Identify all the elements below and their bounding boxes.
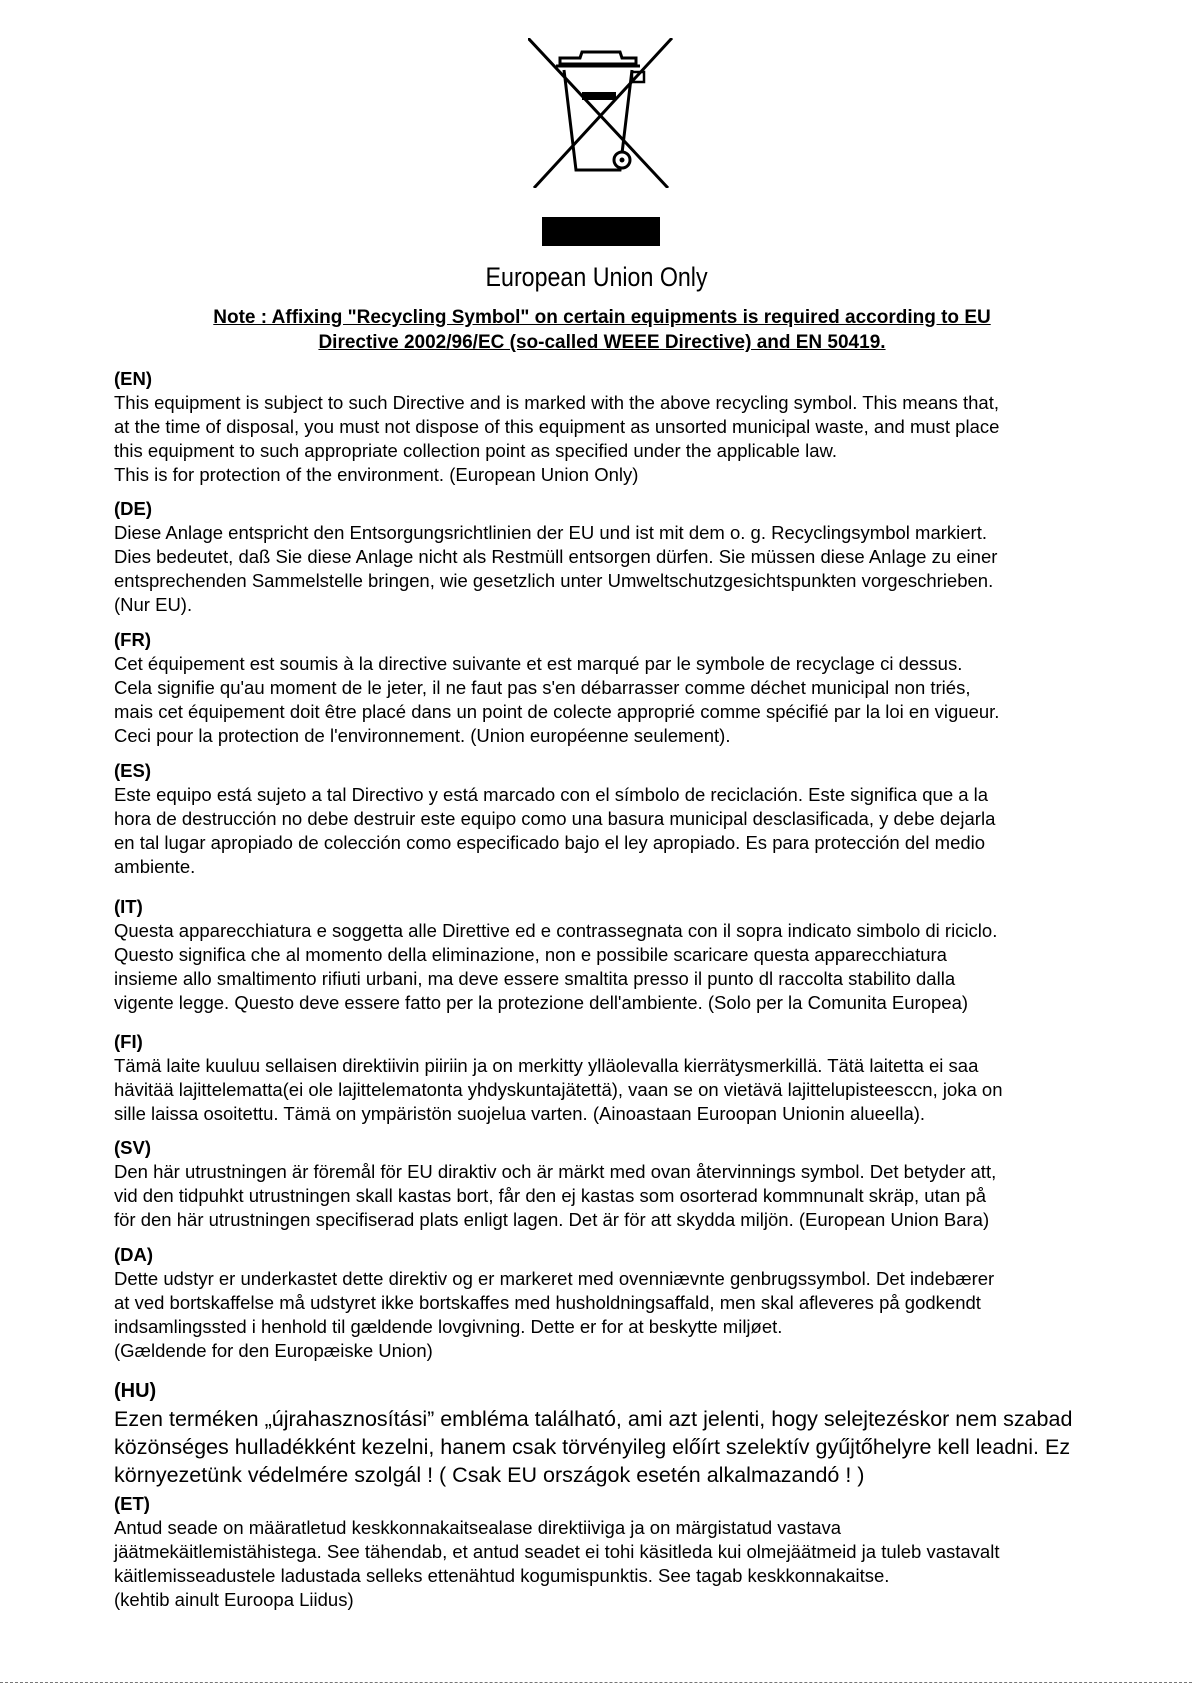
text-line: Diese Anlage entspricht den Entsorgungsrichtlinien der EU und ist mit dem o. g. Recyclingsymbol markiert. (114, 522, 987, 543)
text-line: Ezen terméken „újrahasznosítási” embléma található, ami azt jelenti, hogy selejtezéskor nem szabad (114, 1407, 1073, 1431)
page-title: European Union Only (485, 262, 708, 292)
text-line: Antud seade on määratletud keskkonnakaitsealase direktiiviga ja on märgistatud vastava (114, 1517, 842, 1538)
section-sv (114, 1136, 1114, 1232)
section-fr (114, 628, 1114, 748)
section-it (114, 895, 1114, 1015)
text-line: vid den tidpuhkt utrustningen skall kastas bort, får den ej kastas som osorterad kommnunalt skräp, utan på (114, 1185, 987, 1206)
language-code: (IT) (114, 896, 143, 917)
text-line: hora de destrucción no debe destruir este equipo como una basura municipal desclasificada, y debe dejarla (114, 808, 996, 829)
text-line: Tämä laite kuuluu sellaisen direktiivin piiriin ja on merkitty ylläolevalla kierrätysmerkillä. Tätä laitetta ei saa (114, 1055, 979, 1076)
text-line: hävitää lajittelematta(ei ole lajittelematonta yhdyskuntajätettä), vaan se on vietävä lajittelupisteesccn, joka on (114, 1079, 1003, 1100)
language-code: (HU) (114, 1380, 157, 1402)
black-bar (542, 217, 660, 246)
section-et (114, 1492, 1114, 1612)
text-line: för den här utrustningen specifiserad plats enligt lagen. Det är för att skydda miljön. (European Union Bara) (114, 1209, 990, 1230)
note-line: Directive 2002/96/EC (so-called WEEE Directive) and EN 50419. (318, 332, 886, 353)
crossed-out-wheelie-bin-icon (528, 38, 676, 188)
text-line: Den här utrustningen är föremål för EU diraktiv och är märkt med ovan återvinnings symbol. Det betyder att, (114, 1161, 997, 1182)
bottom-rule (0, 1682, 1192, 1683)
text-line: Cela signifie qu'au moment de le jeter, il ne faut pas s'en débarrasser comme déchet municipal non triés, (114, 677, 971, 698)
section-de (114, 497, 1114, 617)
text-line: this equipment to such appropriate collection point as specified under the applicable law. (114, 440, 837, 461)
text-line: indsamlingssted i henhold til gældende lovgivning. Dette er for at beskytte miljøet. (114, 1316, 783, 1337)
text-line: környezetünk védelmére szolgál ! ( Csak EU országok esetén alkalmazandó ! ) (114, 1463, 865, 1487)
text-line: jäätmekäitlemistähistega. See tähendab, et antud seadet ei tohi käsitleda kui olmejäätmeid ja tuleb vastavalt (114, 1541, 1000, 1562)
section-da (114, 1243, 1114, 1363)
section-fi (114, 1030, 1114, 1126)
text-line: (Gældende for den Europæiske Union) (114, 1340, 433, 1361)
language-code: (SV) (114, 1137, 151, 1158)
language-code: (DE) (114, 498, 153, 519)
text-line: közönséges hulladékként kezelni, hanem csak törvényileg előírt szelektív gyűjtőhelyre kell leadni. Ez (114, 1435, 1071, 1459)
text-line: (Nur EU). (114, 594, 193, 615)
language-code: (ES) (114, 760, 151, 781)
text-line: ambiente. (114, 856, 196, 877)
text-line: Dies bedeutet, daß Sie diese Anlage nicht als Restmüll entsorgen dürfen. Sie müssen diese Anlage zu einer (114, 546, 998, 567)
language-code: (FR) (114, 629, 151, 650)
text-line: entsprechenden Sammelstelle bringen, wie gesetzlich unter Umweltschutzgesichtspunkten vorgeschrieben. (114, 570, 994, 591)
text-line: käitlemisseadustele ladustada selleks ettenähtud kogumispunktis. See tagab keskkonnakaitse. (114, 1565, 890, 1586)
text-line: This equipment is subject to such Directive and is marked with the above recycling symbol. This means that, (114, 392, 999, 413)
language-code: (ET) (114, 1493, 150, 1514)
text-line: Questo significa che al momento della eliminazione, non e possibile scaricare questa apparecchiatura (114, 944, 947, 965)
text-line: (kehtib ainult Euroopa Liidus) (114, 1589, 354, 1610)
text-line: Cet équipement est soumis à la directive suivante et est marqué par le symbole de recyclage ci dessus. (114, 653, 963, 674)
text-line: en tal lugar apropiado de colección como especificado bajo el ley apropiado. Es para protección del medio (114, 832, 986, 853)
text-line: This is for protection of the environment. (European Union Only) (114, 464, 639, 485)
text-line: sille laissa osoitettu. Tämä on ympäristön suojelua varten. (Ainoastaan Euroopan Unionin alueella). (114, 1103, 926, 1124)
text-line: at ved bortskaffelse må udstyret ikke bortskaffes med husholdningsaffald, men skal afleveres på godkendt (114, 1292, 981, 1313)
note-line: Note : Affixing "Recycling Symbol" on certain equipments is required according to EU (213, 307, 991, 328)
text-line: Ceci pour la protection de l'environnement. (Union européenne seulement). (114, 725, 731, 746)
text-line: vigente legge. Questo deve essere fatto per la protezione dell'ambiente. (Solo per la Comunita Europea) (114, 992, 969, 1013)
section-hu (114, 1377, 1114, 1489)
text-line: mais cet équipement doit être placé dans un point de colecte approprié comme spécifié par la loi en vigueur. (114, 701, 1000, 722)
text-line: Este equipo está sujeto a tal Directivo y está marcado con el símbolo de reciclación. Este significa que a la (114, 784, 989, 805)
text-line: Dette udstyr er underkastet dette direktiv og er markeret med ovenniævnte genbrugssymbol. Det indebærer (114, 1268, 995, 1289)
directive-note (0, 305, 1192, 355)
language-code: (FI) (114, 1031, 143, 1052)
section-en (114, 367, 1114, 487)
language-code: (EN) (114, 368, 153, 389)
text-line: Questa apparecchiatura e soggetta alle Direttive ed e contrassegnata con il sopra indicato simbolo di riciclo. (114, 920, 998, 941)
section-es (114, 759, 1114, 879)
text-line: insieme allo smaltimento rifiuti urbani, ma deve essere smaltita presso il punto dl raccolta stabilito dalla (114, 968, 956, 989)
language-code: (DA) (114, 1244, 154, 1265)
text-line: at the time of disposal, you must not dispose of this equipment as unsorted municipal waste, and must place (114, 416, 1000, 437)
